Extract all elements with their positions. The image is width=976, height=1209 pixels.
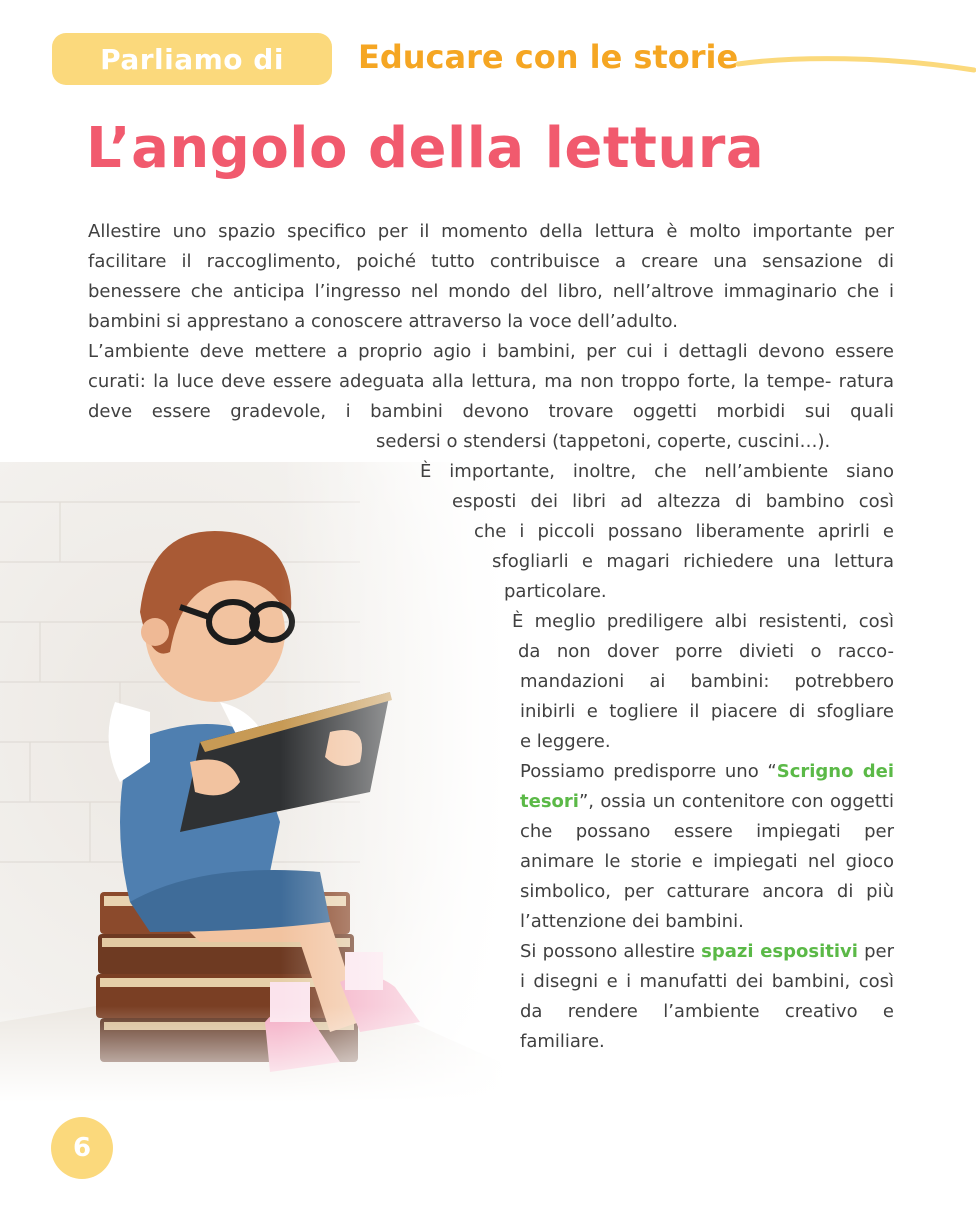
- section-tag-label: Parliamo di: [100, 42, 284, 76]
- paragraph-books-line-3: che i piccoli possano liberamente aprirli e: [474, 521, 894, 542]
- section-title: Educare con le storie: [358, 38, 739, 76]
- paragraph-environment-end: sedersi o stendersi (tappetoni, coperte, cuscini…).: [376, 431, 831, 452]
- paragraph-books-line-5: particolare.: [504, 581, 607, 602]
- paragraph-books-line-4: sfogliarli e magari richiedere una lettura: [492, 551, 894, 572]
- paragraph-albums-line-4: inibirli e togliere il piacere di sfogliare: [520, 701, 894, 722]
- paragraph-treasure-chest: Possiamo predisporre uno “Scrigno dei tesori”, ossia un contenitore con oggetti che possano essere impiegati per animare le storie e impiegati nel gioco simbolico, per catturare ancora di più l’attenzione dei bambini.: [520, 761, 894, 932]
- decorative-line: [736, 52, 976, 76]
- child-reading-photo: [0, 462, 510, 1102]
- paragraph-albums-line-3: mandazioni ai bambini: potrebbero: [520, 671, 894, 692]
- highlight-display-spaces: spazi espositivi: [701, 941, 858, 962]
- paragraph-books-line-1: È importante, inoltre, che nell’ambiente siano: [420, 461, 894, 482]
- paragraph-environment: L’ambiente deve mettere a proprio agio i bambini, per cui i dettagli devono essere curati: la luce deve essere adeguata alla lettura, ma non troppo forte, la tempe- ratura deve essere gradevole, i bambini devono trovare oggetti morbidi sui quali: [88, 341, 894, 422]
- section-tag: [52, 33, 332, 85]
- paragraph-albums-line-2: da non dover porre divieti o racco-: [518, 641, 894, 662]
- paragraph-intro: Allestire uno spazio specifico per il momento della lettura è molto importante per facilitare il raccoglimento, poiché tutto contribuisce a creare una sensazione di benessere che anticipa l’ingresso nel mondo del libro, nell’altrove immaginario che i bambini si apprestano a conoscere attraverso la voce dell’adulto.: [88, 221, 894, 332]
- page-number: 6: [51, 1117, 113, 1179]
- paragraph-books-line-2: esposti dei libri ad altezza di bambino così: [452, 491, 894, 512]
- paragraph-display-spaces: Si possono allestire spazi espositivi per i disegni e i manufatti dei bambini, così da rendere l’ambiente creativo e familiare.: [520, 941, 895, 1052]
- paragraph-albums-line-1: È meglio prediligere albi resistenti, così: [512, 611, 894, 632]
- highlight-treasure-chest: Scrigno dei tesori: [520, 761, 894, 812]
- paragraph-albums-line-5: e leggere.: [520, 731, 611, 752]
- page-title: L’angolo della lettura: [86, 116, 765, 181]
